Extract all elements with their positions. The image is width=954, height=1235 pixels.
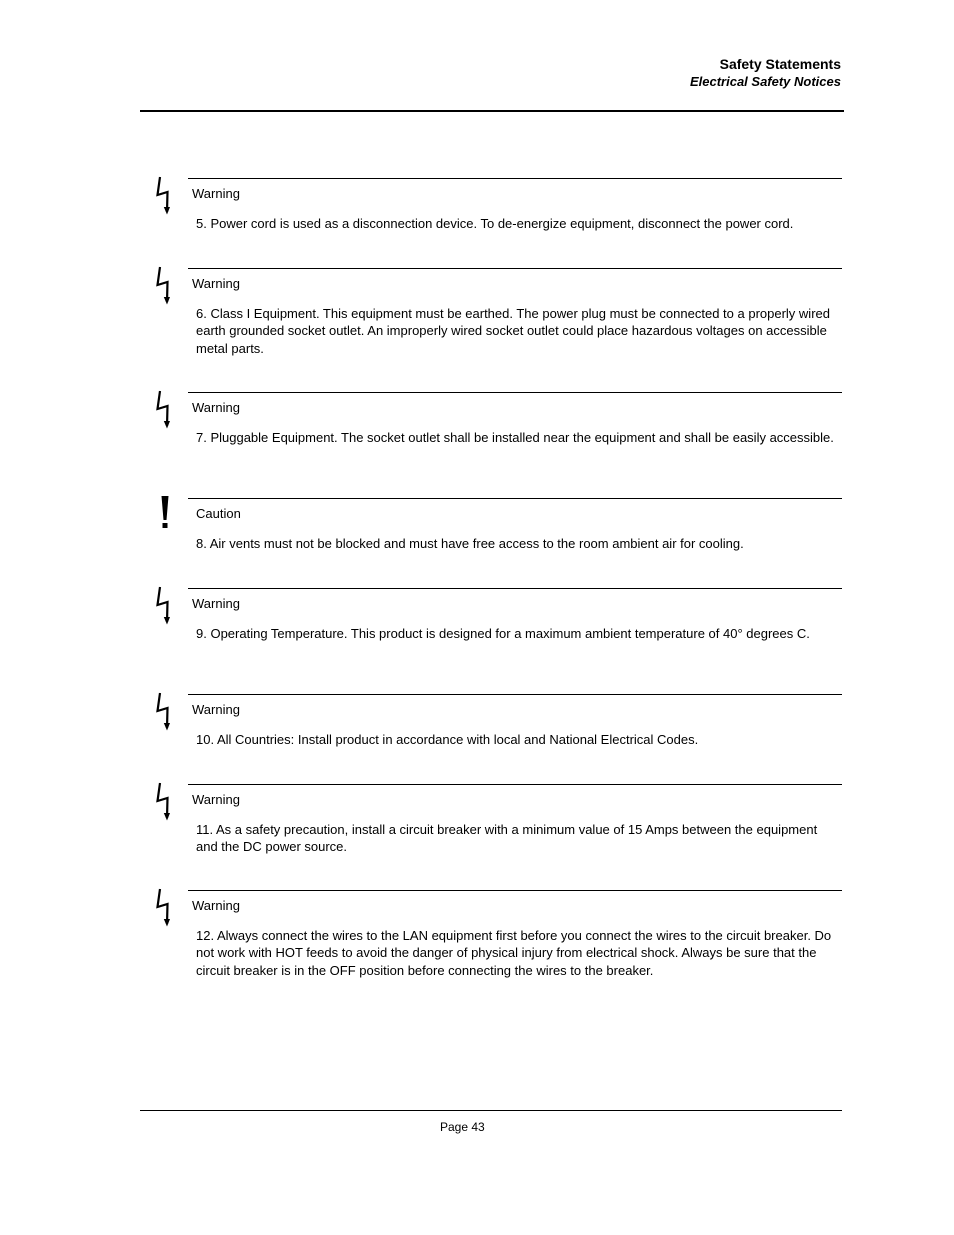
notice-divider bbox=[188, 268, 842, 269]
notice-divider bbox=[188, 784, 842, 785]
notice-type-label: Warning bbox=[192, 400, 240, 415]
lightning-bolt-icon bbox=[156, 266, 174, 306]
page-header bbox=[690, 55, 841, 90]
notice-divider bbox=[188, 588, 842, 589]
notice-text: 11. As a safety precaution, install a circuit breaker with a minimum value of 15 Amps between the equipment and the DC power source. bbox=[196, 822, 818, 855]
notice-type-label: Warning bbox=[192, 276, 240, 291]
header-divider bbox=[140, 110, 844, 112]
notice-divider bbox=[188, 392, 842, 393]
notice-type-label: Warning bbox=[192, 702, 240, 717]
notice-type-label: Warning bbox=[192, 186, 240, 201]
notice-divider bbox=[188, 890, 842, 891]
lightning-bolt-icon bbox=[156, 782, 174, 822]
lightning-bolt-icon bbox=[156, 888, 174, 928]
notice-text: 6. Class I Equipment. This equipment must be earthed. The power plug must be connected to a properly wired earth grounded socket outlet. An improperly wired socket outlet could place hazardous voltages on accessible metal parts. bbox=[196, 306, 830, 356]
footer-divider bbox=[140, 1110, 842, 1111]
notice-type-label: Caution bbox=[196, 506, 241, 521]
lightning-bolt-icon bbox=[156, 692, 174, 732]
lightning-bolt-icon bbox=[156, 176, 174, 216]
notice-text: 12. Always connect the wires to the LAN equipment first before you connect the wires to the circuit breaker. Do not work with HOT feeds to avoid the danger of physical injury from electrical shock. Always be sure that the circuit breaker is in the OFF position before connecting the wires to the breaker. bbox=[196, 928, 832, 978]
notice-text: 7. Pluggable Equipment. The socket outlet shall be installed near the equipment and shall be easily accessible. bbox=[196, 430, 834, 445]
notice-type-label: Warning bbox=[192, 898, 240, 913]
notice-text: 9. Operating Temperature. This product is designed for a maximum ambient temperature of 40° degrees C. bbox=[196, 626, 810, 641]
header-title: Safety Statements bbox=[719, 56, 841, 72]
notice-divider bbox=[188, 498, 842, 499]
notice-type-label: Warning bbox=[192, 792, 240, 807]
header-subtitle: Electrical Safety Notices bbox=[689, 74, 841, 89]
notice-text: 10. All Countries: Install product in accordance with local and National Electrical Codes. bbox=[196, 732, 699, 747]
exclamation-icon bbox=[156, 496, 174, 536]
notice-divider bbox=[188, 178, 842, 179]
lightning-bolt-icon bbox=[156, 586, 174, 626]
page-number: Page 43 bbox=[440, 1120, 485, 1134]
lightning-bolt-icon bbox=[156, 390, 174, 430]
notice-divider bbox=[188, 694, 842, 695]
notice-text: 5. Power cord is used as a disconnection device. To de-energize equipment, disconnect the power cord. bbox=[196, 216, 794, 231]
notice-text: 8. Air vents must not be blocked and must have free access to the room ambient air for cooling. bbox=[196, 536, 744, 551]
notice-type-label: Warning bbox=[192, 596, 240, 611]
